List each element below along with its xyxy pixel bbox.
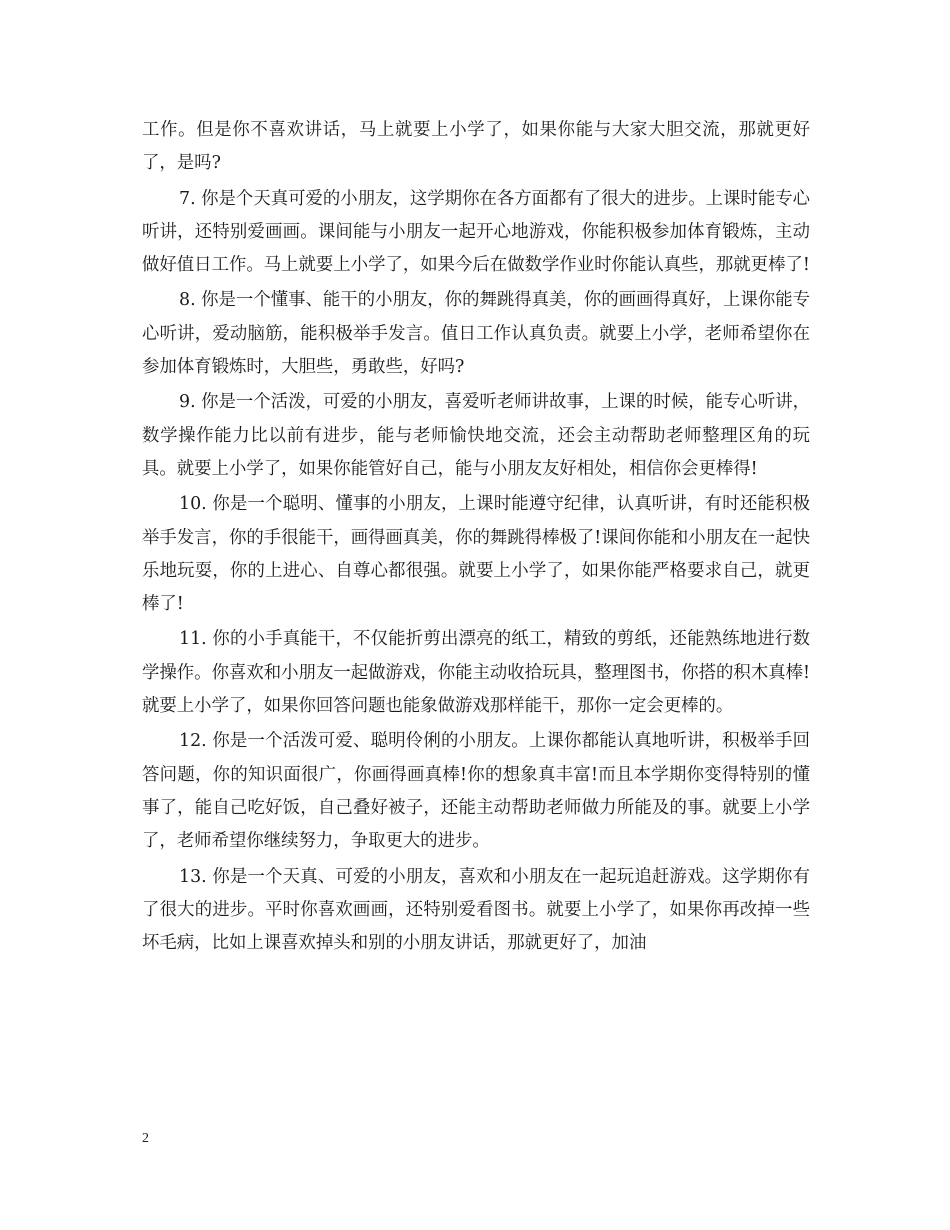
paragraph-item-7: 7. 你是个天真可爱的小朋友，这学期你在各方面都有了很大的进步。上课时能专心听讲，还特别爱画画。课间能与小朋友一起开心地游戏，你能积极参加体育锻炼，主动做好值日工作。马上就要上小学了，如果今后在做数学作业时你能认真些，那就更棒了!: [142, 188, 810, 276]
paragraph-item-11: 11. 你的小手真能干，不仅能折剪出漂亮的纸工，精致的剪纸，还能熟练地进行数学操作。你喜欢和小朋友一起做游戏，你能主动收拾玩具，整理图书，你搭的积木真棒!就要上小学了，如果你回答问题也能象做游戏那样能干，那你一定会更棒的。: [142, 629, 810, 717]
paragraph-item-13: 13. 你是一个天真、可爱的小朋友，喜欢和小朋友在一起玩追赶游戏。这学期你有了很大的进步。平时你喜欢画画，还特别爱看图书。就要上小学了，如果你再改掉一些坏毛病，比如上课喜欢掉头和别的小朋友讲话，那就更好了，加油: [142, 866, 810, 954]
paragraph-item-10: 10. 你是一个聪明、懂事的小朋友，上课时能遵守纪律，认真听讲，有时还能积极举手发言，你的手很能干，画得画真美，你的舞跳得棒极了!课间你能和小朋友在一起快乐地玩耍，你的上进心、自尊心都很强。就要上小学了，如果你能严格要求自己，就更棒了!: [142, 494, 810, 615]
paragraph-item-8: 8. 你是一个懂事、能干的小朋友，你的舞跳得真美，你的画画得真好，上课你能专心听讲，爱动脑筋，能积极举手发言。值日工作认真负责。就要上小学，老师希望你在参加体育锻炼时，大胆些，勇敢些，好吗?: [142, 290, 810, 378]
paragraph-item-9: 9. 你是一个活泼，可爱的小朋友，喜爱听老师讲故事，上课的时候，能专心听讲，数学操作能力比以前有进步，能与老师愉快地交流，还会主动帮助老师整理区角的玩具。就要上小学了，如果你能管好自己，能与小朋友友好相处，相信你会更棒得!: [142, 392, 810, 479]
page-number: 2: [142, 1131, 149, 1146]
paragraph-continuation: 工作。但是你不喜欢讲话，马上就要上小学了，如果你能与大家大胆交流，那就更好了，是吗?: [142, 120, 810, 174]
paragraph-item-12: 12. 你是一个活泼可爱、聪明伶俐的小朋友。上课你都能认真地听讲，积极举手回答问题，你的知识面很广，你画得画真棒!你的想象真丰富!而且本学期你变得特别的懂事了，能自己吃好饭，自己叠好被子，还能主动帮助老师做力所能及的事。就要上小学了，老师希望你继续努力，争取更大的进步。: [142, 731, 810, 852]
body-text: [142, 114, 810, 960]
